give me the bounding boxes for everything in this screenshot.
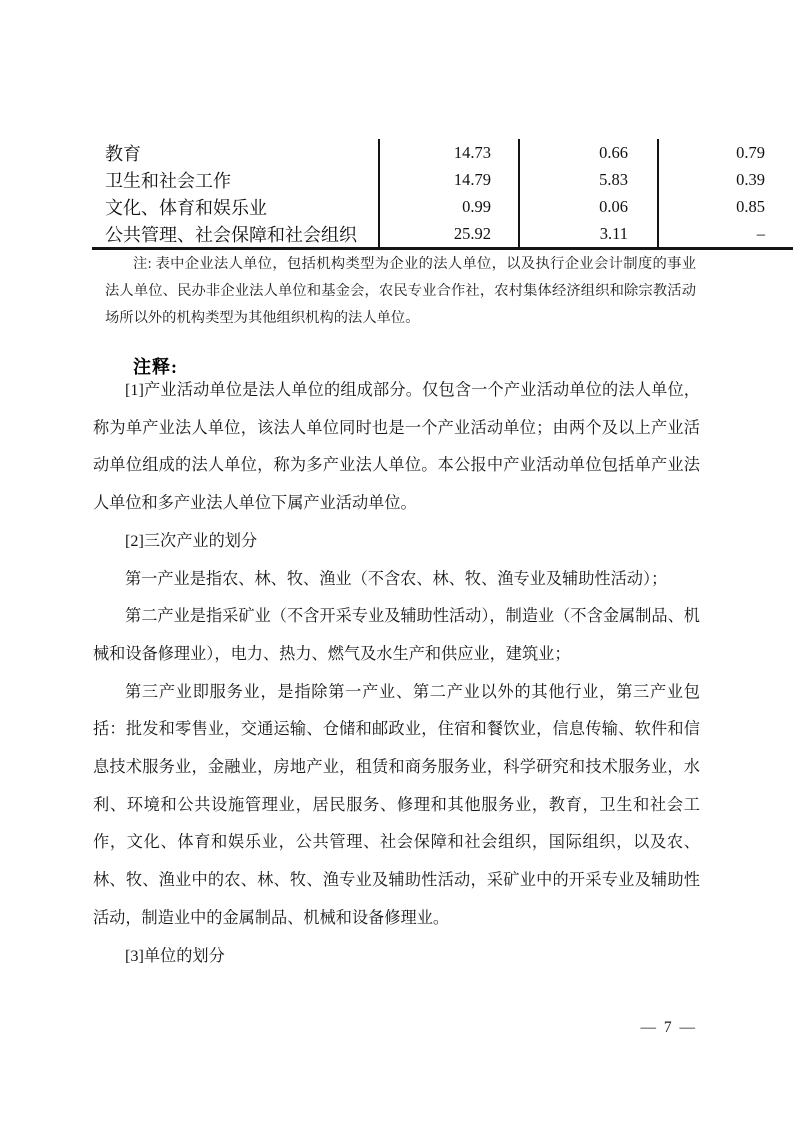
note-paragraph: 第二产业是指采矿业（不含开采专业及辅助性活动），制造业（不含金属制品、机械和设备修理业），电力、热力、燃气及水生产和供应业，建筑业； bbox=[93, 607, 700, 663]
table-row bbox=[92, 139, 793, 166]
note-paragraph: 第一产业是指农、林、牧、渔业（不含农、林、牧、渔专业及辅助性活动）； bbox=[125, 569, 668, 588]
value-cell: 3.11 bbox=[519, 220, 658, 249]
page-number: — 7 — bbox=[640, 1019, 697, 1036]
industry-units-table-body bbox=[92, 139, 793, 249]
value-cell: 0.66 bbox=[519, 139, 658, 166]
value-cell: 0.99 bbox=[379, 193, 519, 220]
value-cell: 14.79 bbox=[379, 166, 519, 193]
note-paragraph: 第三产业即服务业，是指除第一产业、第二产业以外的其他行业，第三产业包括：批发和零售业，交通运输、仓储和邮政业，住宿和餐饮业，信息传输、软件和信息技术服务业，金融业，房地产业，租赁和商务服务业，科学研究和技术服务业，水利、环境和公共设施管理业，居民服务、修理和其他服务业，教育，卫生和社会工作，文化、体育和娱乐业，公共管理、社会保障和社会组织，国际组织，以及农、林、牧、渔业中的农、林、牧、渔专业及辅助性活动，采矿业中的开采专业及辅助性活动，制造业中的金属制品、机械和设备修理业。 bbox=[93, 682, 700, 927]
note-paragraph: [2]三次产业的划分 bbox=[125, 531, 258, 550]
value-cell: 5.83 bbox=[519, 166, 658, 193]
industry-label-cell: 教育 bbox=[92, 139, 379, 166]
industry-label-cell: 卫生和社会工作 bbox=[92, 166, 379, 193]
table-note: 注: 表中企业法人单位，包括机构类型为企业的法人单位，以及执行企业会计制度的事业法人单位、民办非企业法人单位和基金会，农民专业合作社，农村集体经济组织和除宗教活动场所以外的机构类型为其他组织机构的法人单位。 bbox=[105, 256, 696, 326]
value-cell: 0.85 bbox=[736, 196, 765, 216]
value-cell: 0.39 bbox=[736, 169, 765, 189]
note-paragraph: [3]单位的划分 bbox=[125, 946, 225, 965]
value-cell: 0.79 bbox=[736, 142, 765, 162]
value-cell: 14.73 bbox=[379, 139, 519, 166]
industry-label-cell: 文化、体育和娱乐业 bbox=[92, 193, 379, 220]
value-cell: 25.92 bbox=[379, 220, 519, 249]
table-row bbox=[92, 220, 793, 249]
value-cell: – bbox=[756, 223, 765, 243]
notes-section bbox=[93, 372, 700, 975]
note-paragraph: [1]产业活动单位是法人单位的组成部分。仅包含一个产业活动单位的法人单位，称为单产业法人单位，该法人单位同时也是一个产业活动单位；由两个及以上产业活动单位组成的法人单位，称为多产业法人单位。本公报中产业活动单位包括单产业法人单位和多产业法人单位下属产业活动单位。 bbox=[93, 381, 700, 513]
value-cell: 0.06 bbox=[519, 193, 658, 220]
table-row bbox=[92, 166, 793, 193]
industry-units-table bbox=[92, 139, 793, 250]
table-row bbox=[92, 193, 793, 220]
notes-heading: 注释: bbox=[133, 357, 178, 377]
industry-label-cell: 公共管理、社会保障和社会组织 bbox=[92, 220, 379, 249]
